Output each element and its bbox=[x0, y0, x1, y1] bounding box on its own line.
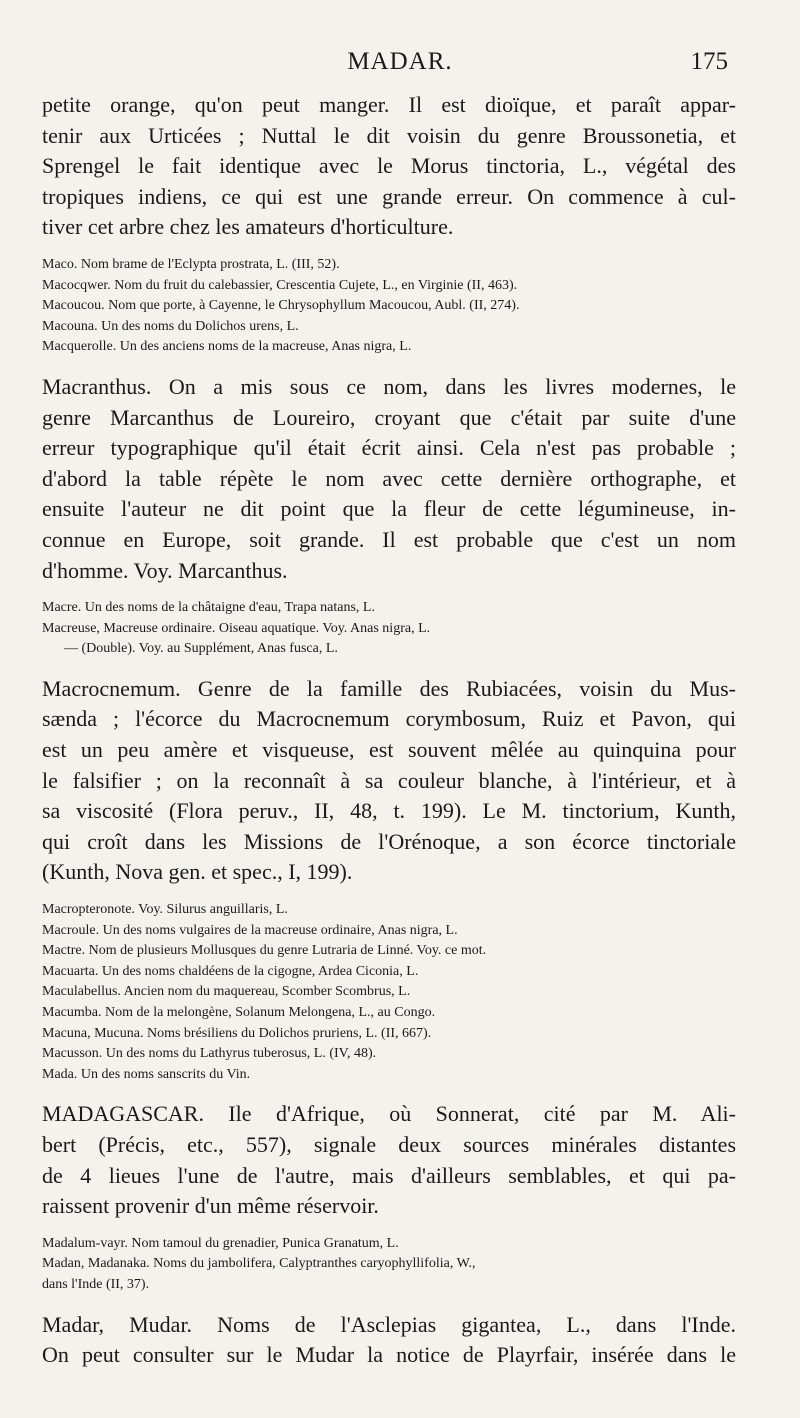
entry-madagascar bbox=[42, 1099, 736, 1221]
text-line: tropiques indiens, ce qui est une grande erreur. On commence à cul- bbox=[42, 183, 736, 209]
running-head: MADAR. bbox=[347, 48, 453, 75]
text-line: MADAGASCAR. Ile d'Afrique, où Sonnerat, cité par M. Ali- bbox=[42, 1101, 736, 1127]
page-body bbox=[42, 90, 736, 1371]
text-line: connue en Europe, soit grande. Il est probable que c'est un nom bbox=[42, 526, 736, 552]
text-line: sa viscosité (Flora peruv., II, 48, t. 199). Le M. tinctorium, Kunth, bbox=[42, 798, 736, 824]
minor-entry: Maculabellus. Ancien nom du maquereau, Scomber Scombrus, L. bbox=[42, 984, 411, 1000]
minor-entry: Macroule. Un des noms vulgaires de la macreuse ordinaire, Anas nigra, L. bbox=[42, 922, 458, 938]
minor-entry: Madan, Madanaka. Noms du jambolifera, Calyptranthes caryophyllifolia, W., bbox=[42, 1256, 476, 1272]
minor-entry: Mada. Un des noms sanscrits du Vin. bbox=[42, 1066, 251, 1082]
text-line: le falsifier ; on la reconnaît à sa couleur blanche, à l'intérieur, et à bbox=[42, 767, 736, 793]
text-line: tenir aux Urticées ; Nuttal le dit voisin du genre Broussonetia, et bbox=[42, 122, 736, 148]
text-line: d'abord la table répète le nom avec cette dernière orthographe, et bbox=[42, 465, 736, 491]
text-line: tiver cet arbre chez les amateurs d'horticulture. bbox=[42, 214, 454, 240]
entry-macranthus bbox=[42, 372, 736, 586]
text-line: sænda ; l'écorce du Macrocnemum corymbosum, Ruiz et Pavon, qui bbox=[42, 706, 736, 732]
minor-entry: Macouna. Un des noms du Dolichos urens, L. bbox=[42, 318, 299, 334]
minor-entry: Macuarta. Un des noms chaldéens de la cigogne, Ardea Ciconia, L. bbox=[42, 963, 419, 979]
minor-entry: Mactre. Nom de plusieurs Mollusques du genre Lutraria de Linné. Voy. ce mot. bbox=[42, 943, 487, 959]
text-line: qui croît dans les Missions de l'Orénoque, a son écorce tinctoriale bbox=[42, 828, 736, 854]
minor-entries bbox=[42, 255, 736, 358]
minor-entry: dans l'Inde (II, 37). bbox=[42, 1276, 150, 1292]
text-line: genre Marcanthus de Loureiro, croyant que c'était par suite d'une bbox=[42, 404, 736, 430]
text-line: bert (Précis, etc., 557), signale deux sources minérales distantes bbox=[42, 1131, 736, 1157]
entry-macrocnemum bbox=[42, 674, 736, 888]
minor-entry: Macquerolle. Un des anciens noms de la macreuse, Anas nigra, L. bbox=[42, 339, 412, 355]
minor-entry: — (Double). Voy. au Supplément, Anas fusca, L. bbox=[64, 641, 338, 657]
text-line: est un peu amère et visqueuse, est souvent mêlée au quinquina pour bbox=[42, 737, 736, 763]
text-line: ensuite l'auteur ne dit point que la fleur de cette légumineuse, in- bbox=[42, 496, 736, 522]
text-line: d'homme. Voy. Marcanthus. bbox=[42, 557, 288, 583]
entry-continuation bbox=[42, 90, 736, 243]
minor-entry: Macropteronote. Voy. Silurus anguillaris, L. bbox=[42, 902, 288, 918]
text-line: On peut consulter sur le Mudar la notice de Playrfair, insérée dans le bbox=[42, 1342, 736, 1368]
page-number: 175 bbox=[690, 48, 728, 75]
minor-entry: Maco. Nom brame de l'Eclypta prostrata, L. (III, 52). bbox=[42, 256, 340, 272]
text-line: Macrocnemum. Genre de la famille des Rubiacées, voisin du Mus- bbox=[42, 675, 736, 701]
text-line: (Kunth, Nova gen. et spec., I, 199). bbox=[42, 859, 353, 885]
minor-entry: Macocqwer. Nom du fruit du calebassier, Crescentia Cujete, L., en Virginie (II, 463). bbox=[42, 277, 518, 293]
minor-entry: Macumba. Nom de la melongène, Solanum Melongena, L., au Congo. bbox=[42, 1005, 436, 1020]
text-line: Madar, Mudar. Noms de l'Asclepias gigantea, L., dans l'Inde. bbox=[42, 1311, 736, 1337]
entry-madar bbox=[42, 1310, 736, 1371]
minor-entry: Macoucou. Nom que porte, à Cayenne, le Chrysophyllum Macoucou, Aubl. (II, 274). bbox=[42, 298, 520, 314]
minor-entries bbox=[42, 900, 736, 1085]
minor-entry: Macusson. Un des noms du Lathyrus tuberosus, L. (IV, 48). bbox=[42, 1046, 377, 1062]
page-header bbox=[0, 48, 800, 88]
minor-entries bbox=[42, 598, 736, 660]
text-line: petite orange, qu'on peut manger. Il est dioïque, et paraît appar- bbox=[42, 92, 736, 117]
minor-entries bbox=[42, 1234, 736, 1296]
text-line: Sprengel le fait identique avec le Morus tinctoria, L., végétal des bbox=[42, 153, 736, 179]
minor-entry: Macuna, Mucuna. Noms brésiliens du Dolichos pruriens, L. (II, 667). bbox=[42, 1025, 432, 1041]
text-line: Macranthus. On a mis sous ce nom, dans les livres modernes, le bbox=[42, 373, 736, 399]
minor-entry: Madalum-vayr. Nom tamoul du grenadier, Punica Granatum, L. bbox=[42, 1235, 399, 1251]
text-line: de 4 lieues l'une de l'autre, mais d'ailleurs semblables, et qui pa- bbox=[42, 1162, 736, 1188]
minor-entry: Macre. Un des noms de la châtaigne d'eau, Trapa natans, L. bbox=[42, 600, 375, 616]
minor-entry: Macreuse, Macreuse ordinaire. Oiseau aquatique. Voy. Anas nigra, L. bbox=[42, 620, 431, 636]
text-line: raissent provenir d'un même réservoir. bbox=[42, 1193, 379, 1219]
text-line: erreur typographique qu'il était écrit ainsi. Cela n'est pas probable ; bbox=[42, 435, 736, 461]
